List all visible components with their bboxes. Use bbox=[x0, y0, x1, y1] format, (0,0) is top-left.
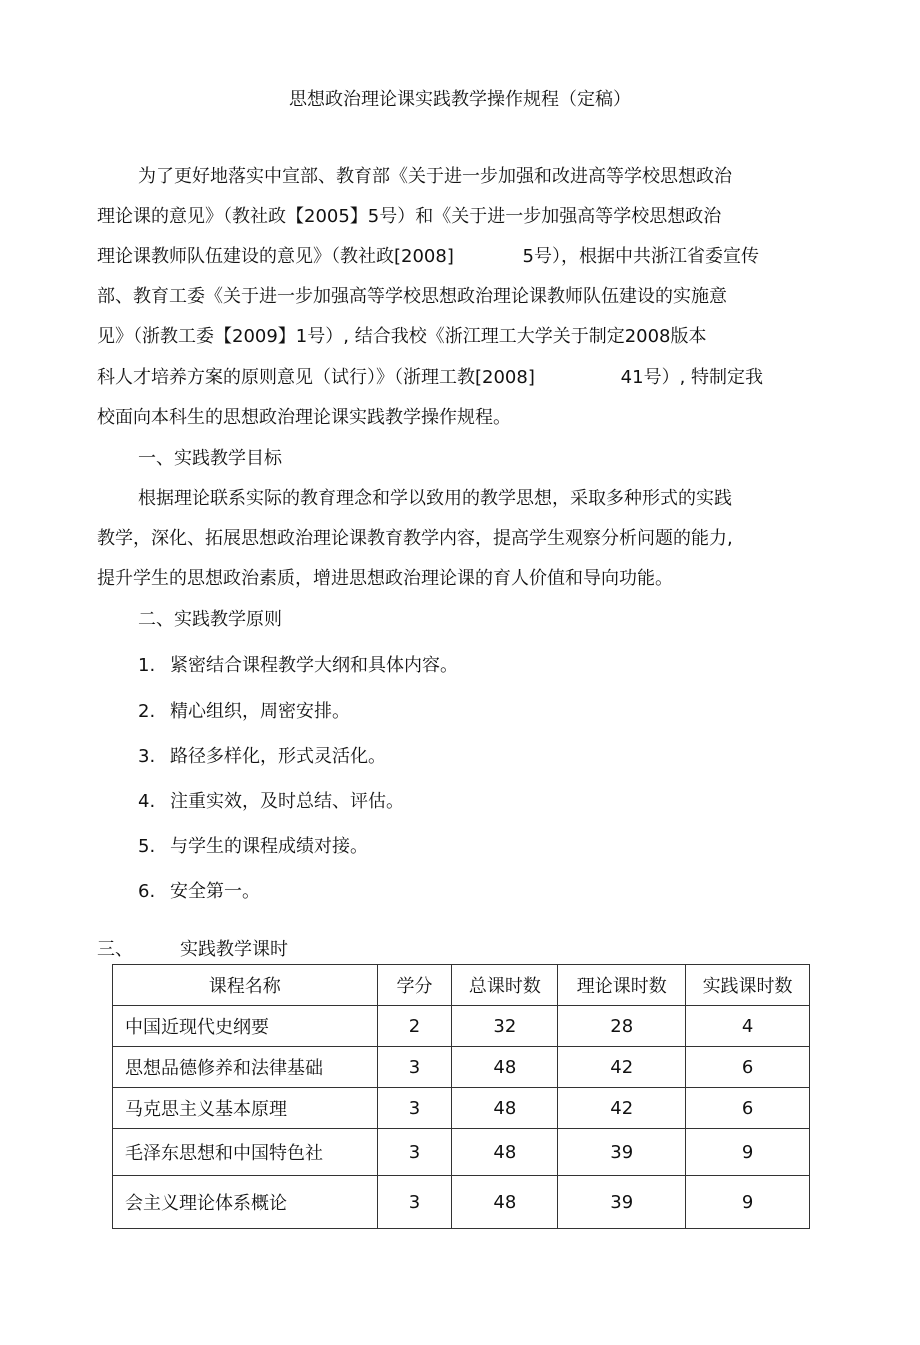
cell-credits: 3 bbox=[377, 1047, 452, 1088]
cell-theory-hours: 42 bbox=[558, 1088, 686, 1129]
cell-total-hours: 48 bbox=[452, 1129, 558, 1176]
cell-theory-hours: 39 bbox=[558, 1176, 686, 1229]
cell-total-hours: 48 bbox=[452, 1047, 558, 1088]
principle-num: 2. bbox=[138, 701, 156, 722]
cell-theory-hours: 42 bbox=[558, 1047, 686, 1088]
table-row bbox=[113, 1006, 810, 1047]
cell-practice-hours: 6 bbox=[686, 1047, 810, 1088]
table-row bbox=[113, 1047, 810, 1088]
table-header-row bbox=[113, 965, 810, 1006]
cell-credits: 2 bbox=[377, 1006, 452, 1047]
cell-course-name: 中国近现代史纲要 bbox=[113, 1006, 378, 1047]
section1-line-3: 提升学生的思想政治素质，增进思想政治理论课的育人价值和导向功能。 bbox=[97, 568, 673, 589]
header-theory-hours: 理论课时数 bbox=[558, 965, 686, 1006]
header-total-hours: 总课时数 bbox=[452, 965, 558, 1006]
intro-line-7: 校面向本科生的思想政治理论课实践教学操作规程。 bbox=[97, 407, 511, 428]
principle-num: 5. bbox=[138, 836, 156, 857]
principle-item-4 bbox=[138, 789, 404, 815]
intro-line-6: 科人才培养方案的原则意见（试行）》（浙理工教[2008] 41号）, 特制定我 bbox=[97, 367, 764, 388]
cell-total-hours: 48 bbox=[452, 1088, 558, 1129]
principle-text: 精心组织，周密安排。 bbox=[170, 701, 350, 722]
intro-line-3: 理论课教师队伍建设的意见》（教社政[2008] 5号），根据中共浙江省委宣传 bbox=[97, 246, 759, 267]
cell-course-name: 会主义理论体系概论 bbox=[113, 1176, 378, 1229]
document-title: 思想政治理论课实践教学操作规程（定稿） bbox=[289, 89, 631, 110]
cell-practice-hours: 9 bbox=[686, 1176, 810, 1229]
principle-num: 6. bbox=[138, 881, 156, 902]
intro-line-2: 理论课的意见》（教社政【2005】5号）和《关于进一步加强高等学校思想政治 bbox=[97, 206, 722, 227]
principle-num: 4. bbox=[138, 791, 156, 812]
table-row bbox=[113, 1129, 810, 1176]
principle-text: 注重实效，及时总结、评估。 bbox=[170, 791, 404, 812]
section3-heading-num: 三、 bbox=[97, 939, 133, 960]
principle-num: 1. bbox=[138, 655, 156, 676]
cell-theory-hours: 28 bbox=[558, 1006, 686, 1047]
header-course-name: 课程名称 bbox=[113, 965, 378, 1006]
course-hours-table bbox=[112, 964, 810, 1229]
principle-text: 安全第一。 bbox=[170, 881, 260, 902]
header-practice-hours: 实践课时数 bbox=[686, 965, 810, 1006]
cell-practice-hours: 9 bbox=[686, 1129, 810, 1176]
cell-total-hours: 48 bbox=[452, 1176, 558, 1229]
principle-num: 3. bbox=[138, 746, 156, 767]
cell-credits: 3 bbox=[377, 1088, 452, 1129]
cell-credits: 3 bbox=[377, 1176, 452, 1229]
intro-line-5: 见》（浙教工委【2009】1号）, 结合我校《浙江理工大学关于制定2008版本 bbox=[97, 326, 707, 347]
table-row bbox=[113, 1088, 810, 1129]
section2-heading: 二、实践教学原则 bbox=[138, 609, 282, 630]
principle-item-3 bbox=[138, 744, 386, 770]
cell-practice-hours: 4 bbox=[686, 1006, 810, 1047]
cell-theory-hours: 39 bbox=[558, 1129, 686, 1176]
cell-course-name: 思想品德修养和法律基础 bbox=[113, 1047, 378, 1088]
section1-line-1: 根据理论联系实际的教育理念和学以致用的教学思想，采取多种形式的实践 bbox=[138, 488, 732, 509]
section1-heading: 一、实践教学目标 bbox=[138, 448, 282, 469]
principle-text: 路径多样化，形式灵活化。 bbox=[170, 746, 386, 767]
principle-item-6 bbox=[138, 879, 260, 905]
principle-item-2 bbox=[138, 699, 350, 725]
principle-text: 紧密结合课程教学大纲和具体内容。 bbox=[170, 655, 458, 676]
section1-line-2: 教学，深化、拓展思想政治理论课教育教学内容，提高学生观察分析问题的能力, bbox=[97, 528, 733, 549]
principle-item-5 bbox=[138, 834, 368, 860]
cell-total-hours: 32 bbox=[452, 1006, 558, 1047]
cell-credits: 3 bbox=[377, 1129, 452, 1176]
cell-course-name: 毛泽东思想和中国特色社 bbox=[113, 1129, 378, 1176]
cell-practice-hours: 6 bbox=[686, 1088, 810, 1129]
principle-text: 与学生的课程成绩对接。 bbox=[170, 836, 368, 857]
cell-course-name: 马克思主义基本原理 bbox=[113, 1088, 378, 1129]
table-row bbox=[113, 1176, 810, 1229]
intro-line-4: 部、教育工委《关于进一步加强高等学校思想政治理论课教师队伍建设的实施意 bbox=[97, 286, 727, 307]
principle-item-1 bbox=[138, 653, 458, 679]
section3-heading-text: 实践教学课时 bbox=[180, 939, 288, 960]
header-credits: 学分 bbox=[377, 965, 452, 1006]
intro-line-1: 为了更好地落实中宣部、教育部《关于进一步加强和改进高等学校思想政治 bbox=[138, 166, 732, 187]
